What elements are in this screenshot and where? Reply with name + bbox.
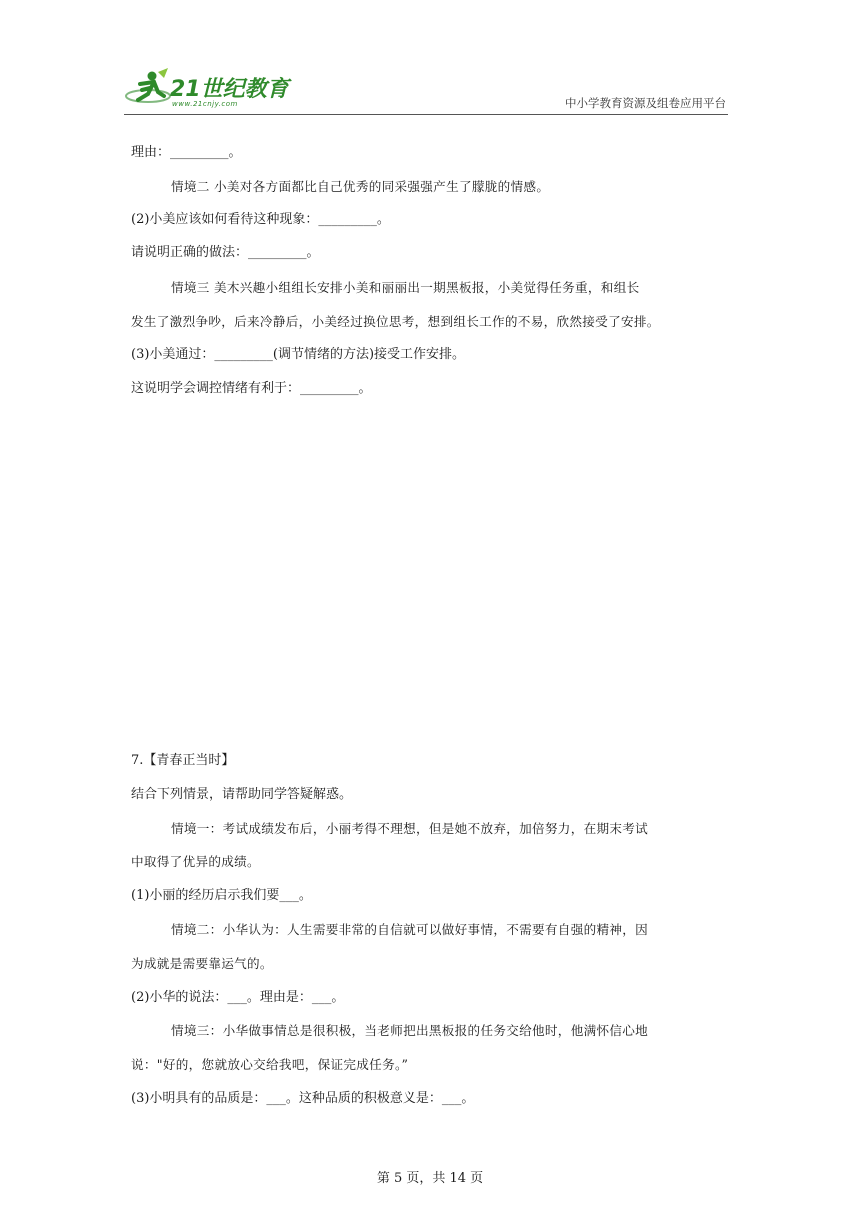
text-line: 情境一：考试成绩发布后，小丽考得不理想，但是她不放弃，加倍努力，在期末考试 [171, 821, 649, 836]
text-line: 这说明学会调控情绪有利于：_________。 [131, 381, 372, 396]
platform-name: 中小学教育资源及组卷应用平台 [565, 96, 726, 110]
page-number: 第 5 页，共 14 页 [376, 1171, 484, 1186]
text-line: 结合下列情景，请帮助同学答疑解惑。 [131, 787, 353, 802]
logo [124, 66, 294, 116]
text-line: 为成就是需要靠运气的。 [131, 956, 273, 971]
logo-text: 21世纪教育 [170, 77, 289, 102]
question-title: 7.【青春正当时】 [131, 753, 235, 768]
text-line: 发生了激烈争吵，后来冷静后，小美经过换位思考，想到组长工作的不易，欣然接受了安排。 [131, 314, 660, 329]
text-line: 请说明正确的做法：_________。 [131, 245, 320, 260]
logo-subtext: www.21cnjy.com [172, 100, 238, 108]
page-header [124, 66, 728, 116]
text-line: 说："好的，您就放心交给我吧，保证完成任务。” [131, 1057, 409, 1072]
text-line: 中取得了优异的成绩。 [131, 854, 260, 869]
text-line: (2)小美应该如何看待这种现象：_________。 [131, 212, 390, 227]
text-line: (3)小明具有的品质是：___。这种品质的积极意义是：___。 [131, 1091, 475, 1106]
text-line: 情境三：小华做事情总是很积极，当老师把出黑板报的任务交给他时，他满怀信心地 [171, 1023, 649, 1038]
header-divider [124, 114, 728, 115]
text-line: (3)小美通过：_________(调节情绪的方法)接受工作安排。 [131, 347, 466, 362]
text-line: 情境二 小美对各方面都比自己优秀的同采强强产生了朦胧的情感。 [171, 179, 550, 194]
runner-logo-icon [124, 66, 174, 116]
text-line: 情境二：小华认为：人生需要非常的自信就可以做好事情，不需要有自强的精神，因 [171, 922, 649, 937]
text-line: (1)小丽的经历启示我们要___。 [131, 888, 312, 903]
text-line: (2)小华的说法：___。理由是：___。 [131, 990, 345, 1005]
text-line: 情境三 美木兴趣小组组长安排小美和丽丽出一期黑板报，小美觉得任务重，和组长 [171, 280, 640, 295]
text-line: 理由：_________。 [131, 145, 242, 160]
